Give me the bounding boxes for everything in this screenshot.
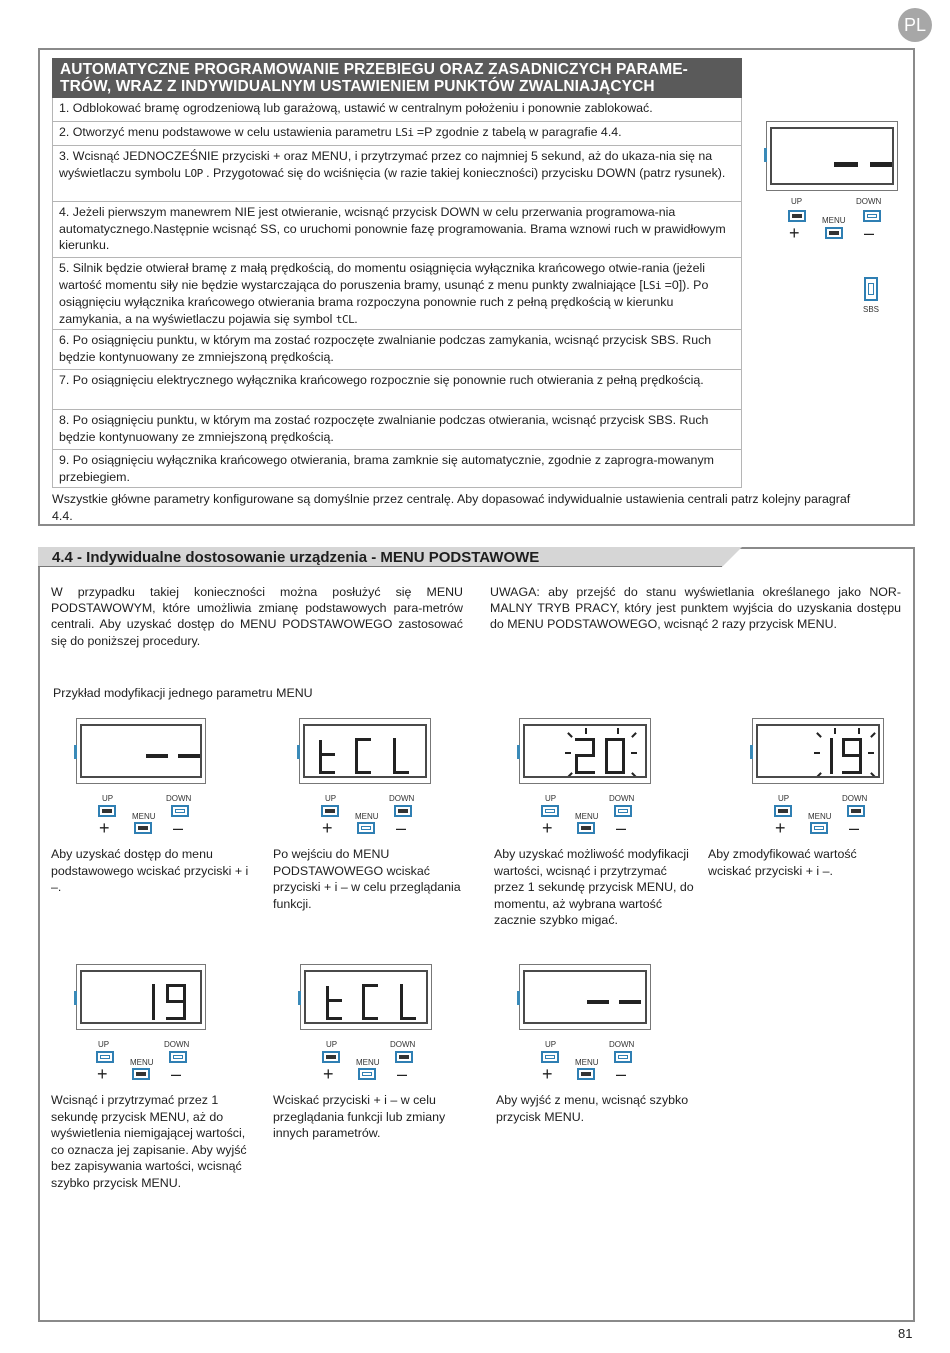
menu-label: MENU: [808, 812, 832, 821]
minus-sign: –: [849, 818, 860, 838]
sbs-button[interactable]: [864, 277, 878, 301]
down-label: DOWN: [609, 1040, 635, 1049]
step-text: =0]). Po osiągnięciu wyłącznika krańcowego otwierania brama rozpoczyna ponownie ruch z pełną prędkością w kierunku zamykania, a na wyświetlaczu pojawia się symbol: [59, 277, 709, 326]
blink-ray: [631, 752, 637, 754]
step-row: [52, 258, 742, 330]
up-button[interactable]: [98, 805, 116, 817]
up-button[interactable]: [541, 805, 559, 817]
lcd-display: [766, 121, 898, 191]
section-44-header: [38, 547, 742, 567]
step-text: 6. Po osiągnięciu punktu, w którym ma zostać rozpoczęte zwalnianie podczas zamykania, wcisnąć przycisk SBS. Ruch będzie kontynuowany ze zmniejszoną prędkością.: [59, 333, 712, 364]
down-label: DOWN: [842, 794, 868, 803]
section-44-box: [38, 547, 915, 1322]
menu-label: MENU: [575, 812, 599, 821]
menu-label: MENU: [822, 216, 846, 225]
menu-button[interactable]: [810, 822, 828, 834]
lcd-screen: [80, 724, 202, 778]
up-label: UP: [545, 1040, 557, 1049]
down-button[interactable]: [614, 805, 632, 817]
menu-button[interactable]: [132, 1068, 150, 1080]
segment: [830, 738, 833, 774]
lcd-display: [519, 964, 651, 1030]
step-panel-1: [76, 718, 236, 838]
lcd-symbol: LOP: [184, 166, 203, 180]
up-button[interactable]: [541, 1051, 559, 1063]
blink-ray: [868, 752, 874, 754]
down-button[interactable]: [863, 210, 881, 222]
menu-button[interactable]: [577, 822, 595, 834]
up-label: UP: [326, 1040, 338, 1049]
lcd-screen: [523, 970, 647, 1024]
lcd-screen: [80, 970, 202, 1024]
segment: [393, 771, 409, 774]
minus-sign: –: [397, 1064, 408, 1084]
segment: [166, 1017, 186, 1020]
control-panel-illustration: [766, 121, 926, 241]
segment: [355, 738, 358, 774]
down-label: DOWN: [166, 794, 192, 803]
step-row: [52, 450, 742, 488]
step-panel-2: [299, 718, 459, 838]
step-row: [52, 330, 742, 370]
title-line-2: TRÓW, WRAZ Z INDYWIDUALNYM USTAWIENIEM PUNKTÓW ZWALNIAJĄCYCH: [60, 78, 655, 95]
up-button[interactable]: [774, 805, 792, 817]
lcd-display: [752, 718, 884, 784]
step-text: .: [354, 311, 358, 326]
up-label: UP: [102, 794, 114, 803]
up-label: UP: [791, 197, 803, 206]
auto-programming-title: [52, 58, 742, 98]
blink-ray: [834, 728, 836, 734]
down-label: DOWN: [389, 794, 415, 803]
down-label: DOWN: [390, 1040, 416, 1049]
up-button[interactable]: [788, 210, 806, 222]
blink-ray: [585, 728, 587, 734]
step-panel-5: [76, 964, 236, 1084]
lcd-display: [519, 718, 651, 784]
segment: [575, 771, 595, 774]
dash-segment: [870, 162, 894, 167]
step-caption-5: Wcisnąć i przytrzymać przez 1 sekundę przycisk MENU, aż do wyświetlenia niemigającej wartości, co oznacza jej zapisanie. Aby wyjść bez zapisywania wartości, wcisnąć szybko przycisk MENU.: [51, 1093, 247, 1190]
segment: [575, 754, 595, 757]
minus-sign: –: [864, 223, 875, 243]
blink-ray: [617, 728, 619, 734]
step-text: 4. Jeżeli pierwszym manewrem NIE jest otwieranie, wcisnąć przycisk DOWN w celu przerwania programowa-nia automatycznego.Następnie wcisnąć SS, co uruchomi ponownie fazę programowania. Brama wznowi ruch w prawidłowym kierunku.: [59, 205, 726, 252]
down-label: DOWN: [609, 794, 635, 803]
section-44-title: 4.4 - Indywidualne dostosowanie urządzenia - MENU PODSTAWOWE: [52, 549, 540, 566]
step-panel-6: [300, 964, 460, 1084]
minus-sign: –: [173, 818, 184, 838]
summary-text: Wszystkie główne parametry konfigurowane są domyślnie przez centralę. Aby dopasować indywidualnie ustawienia centrali patrz kolejny paragraf 4.4.: [52, 492, 851, 523]
up-button[interactable]: [321, 805, 339, 817]
plus-sign: +: [97, 1064, 108, 1084]
menu-label: MENU: [356, 1058, 380, 1067]
blink-ray: [816, 772, 822, 778]
step-text: 9. Po osiągnięciu wyłącznika krańcowego otwierania, brama zamknie się automatycznie, zgodnie z zaprogra-mowanym przebiegiem.: [59, 453, 714, 484]
blink-ray: [567, 732, 573, 738]
down-button[interactable]: [614, 1051, 632, 1063]
lcd-display: [299, 718, 431, 784]
lcd-symbol: LSi: [395, 126, 414, 139]
step-row: [52, 202, 742, 258]
lcd-display: [76, 718, 206, 784]
blink-ray: [814, 752, 820, 754]
up-label: UP: [98, 1040, 110, 1049]
example-heading: Przykład modyfikacji jednego parametru MENU: [53, 686, 313, 700]
lcd-screen: [303, 724, 427, 778]
blink-ray: [567, 772, 573, 778]
segment: [319, 771, 335, 774]
segment: [400, 984, 403, 1020]
plus-sign: +: [99, 818, 110, 838]
display-tab: [74, 745, 77, 759]
step-row: [52, 370, 742, 410]
menu-label: MENU: [355, 812, 379, 821]
lcd-symbol: tCL: [335, 312, 355, 326]
step-panel-7: [519, 964, 679, 1084]
display-tab: [517, 991, 520, 1005]
plus-sign: +: [789, 223, 800, 243]
down-button[interactable]: [395, 1051, 413, 1063]
down-button[interactable]: [847, 805, 865, 817]
sbs-button-inner: [868, 283, 874, 295]
lcd-symbol: LSi: [642, 278, 662, 292]
segment: [326, 986, 329, 1020]
display-tab: [298, 991, 301, 1005]
segment: [362, 984, 378, 987]
menu-button[interactable]: [358, 1068, 376, 1080]
down-button[interactable]: [169, 1051, 187, 1063]
minus-sign: –: [616, 818, 627, 838]
step-text: =P zgodnie z tabelą w paragrafie 4.4.: [413, 125, 622, 139]
segment: [842, 771, 862, 774]
segment: [355, 771, 371, 774]
menu-button[interactable]: [825, 227, 843, 239]
display-tab: [297, 745, 300, 759]
intro-left: W przypadku takiej konieczności można posłużyć się MENU PODSTAWOWYM, które umożliwia zmianę podstawowych para-metrów centrali. Aby uzyskać dostęp do MENU PODSTAWOWEGO zastosować się do poniższej procedury.: [51, 585, 463, 648]
segment: [362, 1017, 378, 1020]
segment: [355, 738, 371, 741]
up-label: UP: [325, 794, 337, 803]
lcd-screen: [756, 724, 880, 778]
step-caption-2: Po wejściu do MENU PODSTAWOWEGO wciskać przyciski + i – w celu przeglądania funkcji.: [273, 847, 461, 911]
page-number: 81: [898, 1326, 913, 1341]
segment: [166, 1000, 186, 1003]
segment: [400, 1017, 416, 1020]
segment: [152, 984, 155, 1020]
menu-button[interactable]: [134, 822, 152, 834]
step-caption-3: Aby uzyskać możliwość modyfikacji wartości, wcisnąć i przytrzymać przez 1 sekundę przycisk MENU, do momentu, aż wybrana wartość zacznie szybko migać.: [494, 847, 694, 927]
segment: [605, 771, 625, 774]
down-button[interactable]: [171, 805, 189, 817]
dash-segment: [619, 1000, 641, 1004]
lcd-display: [76, 964, 206, 1030]
minus-sign: –: [171, 1064, 182, 1084]
display-tab: [74, 991, 77, 1005]
lcd-screen: [304, 970, 428, 1024]
menu-button[interactable]: [577, 1068, 595, 1080]
segment: [842, 754, 862, 757]
down-button[interactable]: [394, 805, 412, 817]
blink-ray: [631, 772, 637, 778]
segment: [605, 738, 608, 774]
step-text: 2. Otworzyć menu podstawowe w celu ustawienia parametru: [59, 125, 396, 139]
minus-sign: –: [616, 1064, 627, 1084]
menu-label: MENU: [132, 812, 156, 821]
language-badge: PL: [898, 8, 932, 42]
lcd-screen: [770, 127, 894, 185]
step-caption-4: Aby zmodyfikować wartość wciskać przyciski + i –.: [708, 847, 857, 878]
down-label: DOWN: [164, 1040, 190, 1049]
plus-sign: +: [775, 818, 786, 838]
blink-ray: [565, 752, 571, 754]
step-text: 8. Po osiągnięciu punktu, w którym ma zostać rozpoczęte zwalnianie podczas otwierania, wcisnąć przycisk SBS. Ruch będzie kontynuowany ze zmniejszoną prędkością.: [59, 413, 709, 444]
step-text: 3. Wcisnąć JEDNOCZEŚNIE przyciski + oraz MENU, i przytrzymać przez co najmniej 5 sekund, aż do ukaza-nia się na wyświetlaczu symbolu: [59, 149, 713, 180]
up-label: UP: [545, 794, 557, 803]
segment: [326, 1017, 342, 1020]
lcd-screen: [523, 724, 647, 778]
blink-ray: [816, 732, 822, 738]
segment: [393, 738, 396, 774]
up-button[interactable]: [322, 1051, 340, 1063]
minus-sign: –: [396, 818, 407, 838]
intro-right: UWAGA: aby przejść do stanu wyświetlania określanego jako NOR-MALNY TRYB PRACY, który jest punktem wyjścia do uzyskania dostępu do MENU PODSTAWOWEGO, wcisnąć 2 razy przycisk MENU.: [490, 585, 901, 632]
menu-button[interactable]: [357, 822, 375, 834]
segment: [326, 999, 342, 1002]
step-caption-7: Aby wyjść z menu, wcisnąć szybko przycisk MENU.: [496, 1093, 689, 1124]
segment: [362, 984, 365, 1020]
blink-ray: [870, 772, 876, 778]
plus-sign: +: [322, 818, 333, 838]
display-tab: [750, 745, 753, 759]
step-caption-1: Aby uzyskać dostęp do menu podstawowego wciskać przyciski + i –.: [51, 847, 249, 894]
step-panel-3: [519, 718, 679, 838]
down-label: DOWN: [856, 197, 882, 206]
dash-segment: [834, 162, 858, 167]
step-row: [52, 410, 742, 450]
blink-ray: [631, 732, 637, 738]
up-button[interactable]: [96, 1051, 114, 1063]
dash-segment: [178, 754, 200, 758]
step-text: 7. Po osiągnięciu elektrycznego wyłącznika krańcowego rozpocznie się ponownie ruch otwierania z pełną prędkością.: [59, 373, 704, 387]
menu-label: MENU: [130, 1058, 154, 1067]
segment: [319, 753, 335, 756]
sbs-label: SBS: [863, 305, 880, 314]
dash-segment: [146, 754, 168, 758]
step-row: [52, 146, 742, 202]
step-row: [52, 122, 742, 146]
plus-sign: +: [542, 1064, 553, 1084]
display-tab: [517, 745, 520, 759]
plus-sign: +: [323, 1064, 334, 1084]
menu-label: MENU: [575, 1058, 599, 1067]
step-caption-6: Wciskać przyciski + i – w celu przeglądania funkcji lub zmiany innych parametrów.: [273, 1093, 446, 1140]
title-line-1: AUTOMATYCZNE PROGRAMOWANIE PRZEBIEGU ORAZ ZASADNICZYCH PARAME-: [60, 61, 688, 78]
display-tab: [764, 148, 767, 162]
blink-ray: [858, 728, 860, 734]
plus-sign: +: [542, 818, 553, 838]
step-text: 1. Odblokować bramę ogrodzeniową lub garażową, ustawić w centralnym położeniu i ponownie zablokować.: [59, 101, 653, 115]
up-label: UP: [778, 794, 790, 803]
lcd-display: [300, 964, 432, 1030]
step-panel-4: [752, 718, 912, 838]
segment: [319, 740, 322, 774]
dash-segment: [587, 1000, 609, 1004]
blink-ray: [870, 732, 876, 738]
step-row: [52, 98, 742, 122]
step-text: . Przygotować się do wciśnięcia (w razie takiej konieczności) przycisku DOWN (patrz rysunek).: [202, 165, 726, 180]
step-text: 5. Silnik będzie otwierał bramę z małą prędkością, do momentu osiągnięcia wyłącznika krańcowego otwie-rania (jeżeli wartość momentu siły nie będzie wystarczająca do poruszenia bramy, usunąć z menu punkty zwalniające [: [59, 261, 705, 292]
segment: [622, 738, 625, 774]
